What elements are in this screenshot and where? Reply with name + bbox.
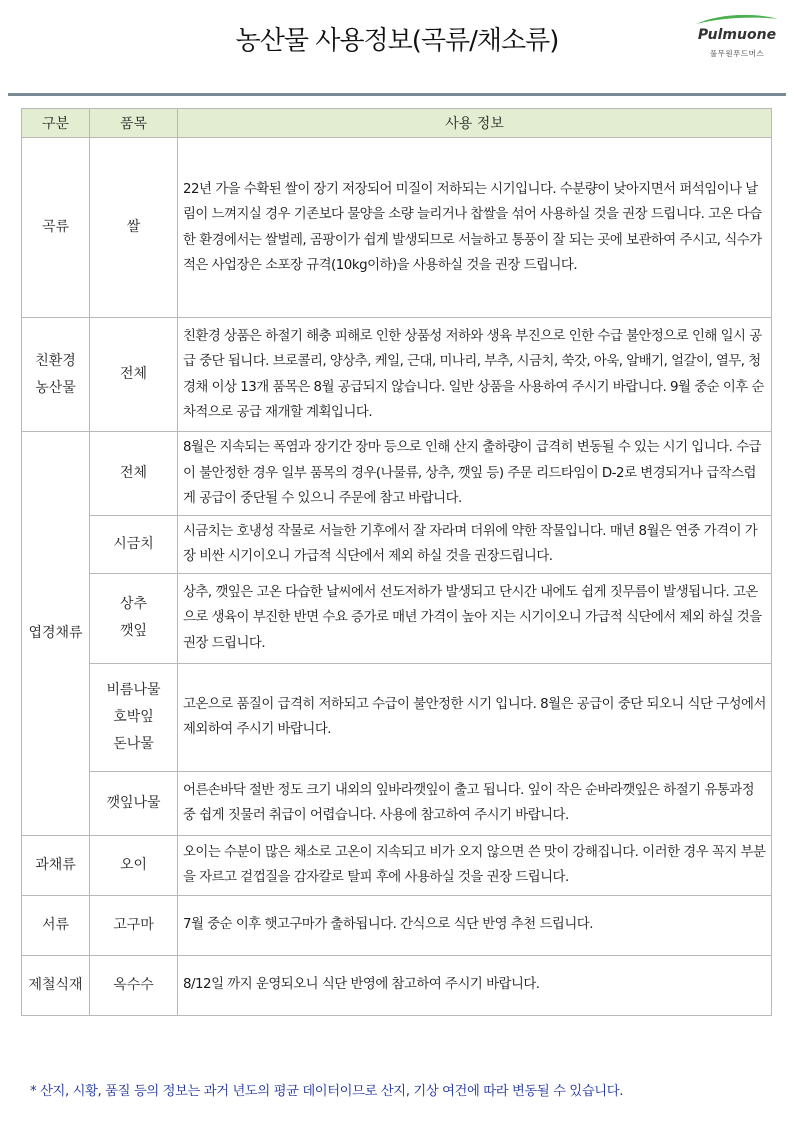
page-title: 농산물 사용정보(곡류/채소류) bbox=[235, 26, 559, 56]
table-row bbox=[22, 663, 772, 771]
category-cell bbox=[22, 318, 90, 432]
item-label: 돈나물 bbox=[113, 735, 154, 752]
category-label: 곡류 bbox=[41, 219, 70, 235]
header-divider bbox=[8, 93, 786, 96]
table-header-row bbox=[22, 109, 772, 138]
col-header-item: 품목 bbox=[90, 109, 178, 138]
table-row bbox=[22, 318, 772, 432]
info-text: 22년 가을 수확된 쌀이 장기 저장되어 미질이 저하되는 시기입니다. 수분량이 낮아지면서 퍼석임이나 날림이 느껴지실 경우 기존보다 물양을 소량 늘리거나 찹쌀을 섞어 사용하실 것을 권장 드립니다. 고온 다습한 환경에서는 쌀벌레, 곰팡이가 쉽게 발생되므로 서늘하고 통풍이 잘 되는 곳에 보관하여 주시고, 식수가 적은 사업장은 소포장 규격(10kg이하)을 사용하실 것을 권장 드립니다. bbox=[178, 138, 772, 318]
info-text: 친환경 상품은 하절기 해충 피해로 인한 상품성 저하와 생육 부진으로 인한 수급 불안정으로 인해 일시 공급 중단 됩니다. 브로콜리, 양상추, 케일, 근대, 미나리, 부추, 시금치, 쑥갓, 아욱, 알배기, 얼갈이, 열무, 청경채 이상 13개 품목은 8월 공급되지 않습니다. 일반 상품을 사용하여 주시기 바랍니다. 9월 중순 이후 순차적으로 공급 재개할 계획입니다. bbox=[178, 318, 772, 432]
info-text: 시금치는 호냉성 작물로 서늘한 기후에서 잘 자라며 더위에 약한 작물입니다. 매년 8월은 연중 가격이 가장 비싼 시기이오니 가급적 식단에서 제외 하실 것을 권장드립니다. bbox=[178, 515, 772, 573]
table-row bbox=[22, 138, 772, 318]
table-row bbox=[22, 955, 772, 1015]
category-label: 서류 bbox=[41, 916, 70, 933]
col-header-category: 구분 bbox=[22, 109, 90, 138]
table-row bbox=[22, 515, 772, 573]
item-cell bbox=[90, 835, 178, 895]
item-label: 쌀 bbox=[126, 219, 141, 235]
item-label: 상추 bbox=[119, 596, 148, 612]
category-label: 과채류 bbox=[35, 856, 76, 873]
pulmuone-logo bbox=[690, 12, 782, 68]
footnote: * 산지, 시황, 품질 등의 정보는 과거 년도의 평균 데이터이므로 산지, 기상 여건에 따라 변동될 수 있습니다. bbox=[30, 1084, 624, 1099]
usage-info-table bbox=[21, 108, 772, 1016]
brand-name: Pulmuone bbox=[697, 27, 777, 43]
item-cell bbox=[90, 573, 178, 663]
item-label: 오이 bbox=[119, 856, 148, 873]
category-cell bbox=[22, 432, 90, 836]
item-cell bbox=[90, 515, 178, 573]
item-label: 시금치 bbox=[113, 535, 154, 552]
item-cell bbox=[90, 955, 178, 1015]
info-text: 고온으로 품질이 급격히 저하되고 수급이 불안정한 시기 입니다. 8월은 공급이 중단 되오니 식단 구성에서 제외하여 주시기 바랍니다. bbox=[178, 663, 772, 771]
category-label: 친환경 bbox=[35, 352, 76, 369]
category-cell bbox=[22, 835, 90, 895]
category-cell bbox=[22, 895, 90, 955]
table-row bbox=[22, 895, 772, 955]
table-body bbox=[22, 138, 772, 1016]
item-label: 깻잎나물 bbox=[106, 794, 161, 811]
info-text: 8월은 지속되는 폭염과 장기간 장마 등으로 인해 산지 출하량이 급격히 변동될 수 있는 시기 입니다. 수급이 불안정한 경우 일부 품목의 경우(나물류, 상추, 깻잎 등) 주문 리드타임이 D-2로 변경되거나 급작스럽게 공급이 중단될 수 있으니 주문에 참고 바랍니다. bbox=[178, 432, 772, 516]
item-label: 깻잎 bbox=[119, 623, 148, 639]
category-label: 농산물 bbox=[35, 379, 76, 396]
item-cell bbox=[90, 138, 178, 318]
item-label: 전체 bbox=[119, 366, 148, 382]
info-text: 상추, 깻잎은 고온 다습한 날씨에서 선도저하가 발생되고 단시간 내에도 쉽게 짓무름이 발생됩니다. 고온으로 생육이 부진한 반면 수요 증가로 매년 가격이 높아 지는 시기이오니 가급적 식단에서 제외 하실 것을 권장 드립니다. bbox=[178, 573, 772, 663]
brand-subtitle: 풀무원푸드머스 bbox=[709, 49, 765, 58]
category-label: 제철식재 bbox=[28, 976, 83, 993]
table-row bbox=[22, 573, 772, 663]
item-cell bbox=[90, 432, 178, 516]
item-label: 옥수수 bbox=[113, 976, 154, 993]
info-text: 오이는 수분이 많은 채소로 고온이 지속되고 비가 오지 않으면 쓴 맛이 강해집니다. 이러한 경우 꼭지 부분을 자르고 겉껍질을 감자칼로 탈피 후에 사용하실 것을 권장 드립니다. bbox=[178, 835, 772, 895]
table-row bbox=[22, 835, 772, 895]
item-cell bbox=[90, 895, 178, 955]
item-label: 비름나물 bbox=[106, 681, 161, 698]
item-label: 전체 bbox=[119, 464, 148, 481]
info-text: 어른손바닥 절반 정도 크기 내외의 잎바라깻잎이 출고 됩니다. 잎이 작은 순바라깻잎은 하절기 유통과정 중 쉽게 짓물러 취급이 어렵습니다. 사용에 참고하여 주시기 바랍니다. bbox=[178, 771, 772, 835]
item-cell bbox=[90, 663, 178, 771]
category-label: 엽경채류 bbox=[28, 624, 83, 641]
category-cell bbox=[22, 138, 90, 318]
table-row bbox=[22, 432, 772, 516]
col-header-info: 사용 정보 bbox=[178, 109, 772, 138]
category-cell bbox=[22, 955, 90, 1015]
item-label: 호박잎 bbox=[113, 708, 154, 725]
item-cell bbox=[90, 771, 178, 835]
item-label: 고구마 bbox=[113, 916, 154, 933]
info-text: 8/12일 까지 운영되오니 식단 반영에 참고하여 주시기 바랍니다. bbox=[178, 955, 772, 1015]
info-text: 7월 중순 이후 햇고구마가 출하됩니다. 간식으로 식단 반영 추천 드립니다. bbox=[178, 895, 772, 955]
item-cell bbox=[90, 318, 178, 432]
table-row bbox=[22, 771, 772, 835]
